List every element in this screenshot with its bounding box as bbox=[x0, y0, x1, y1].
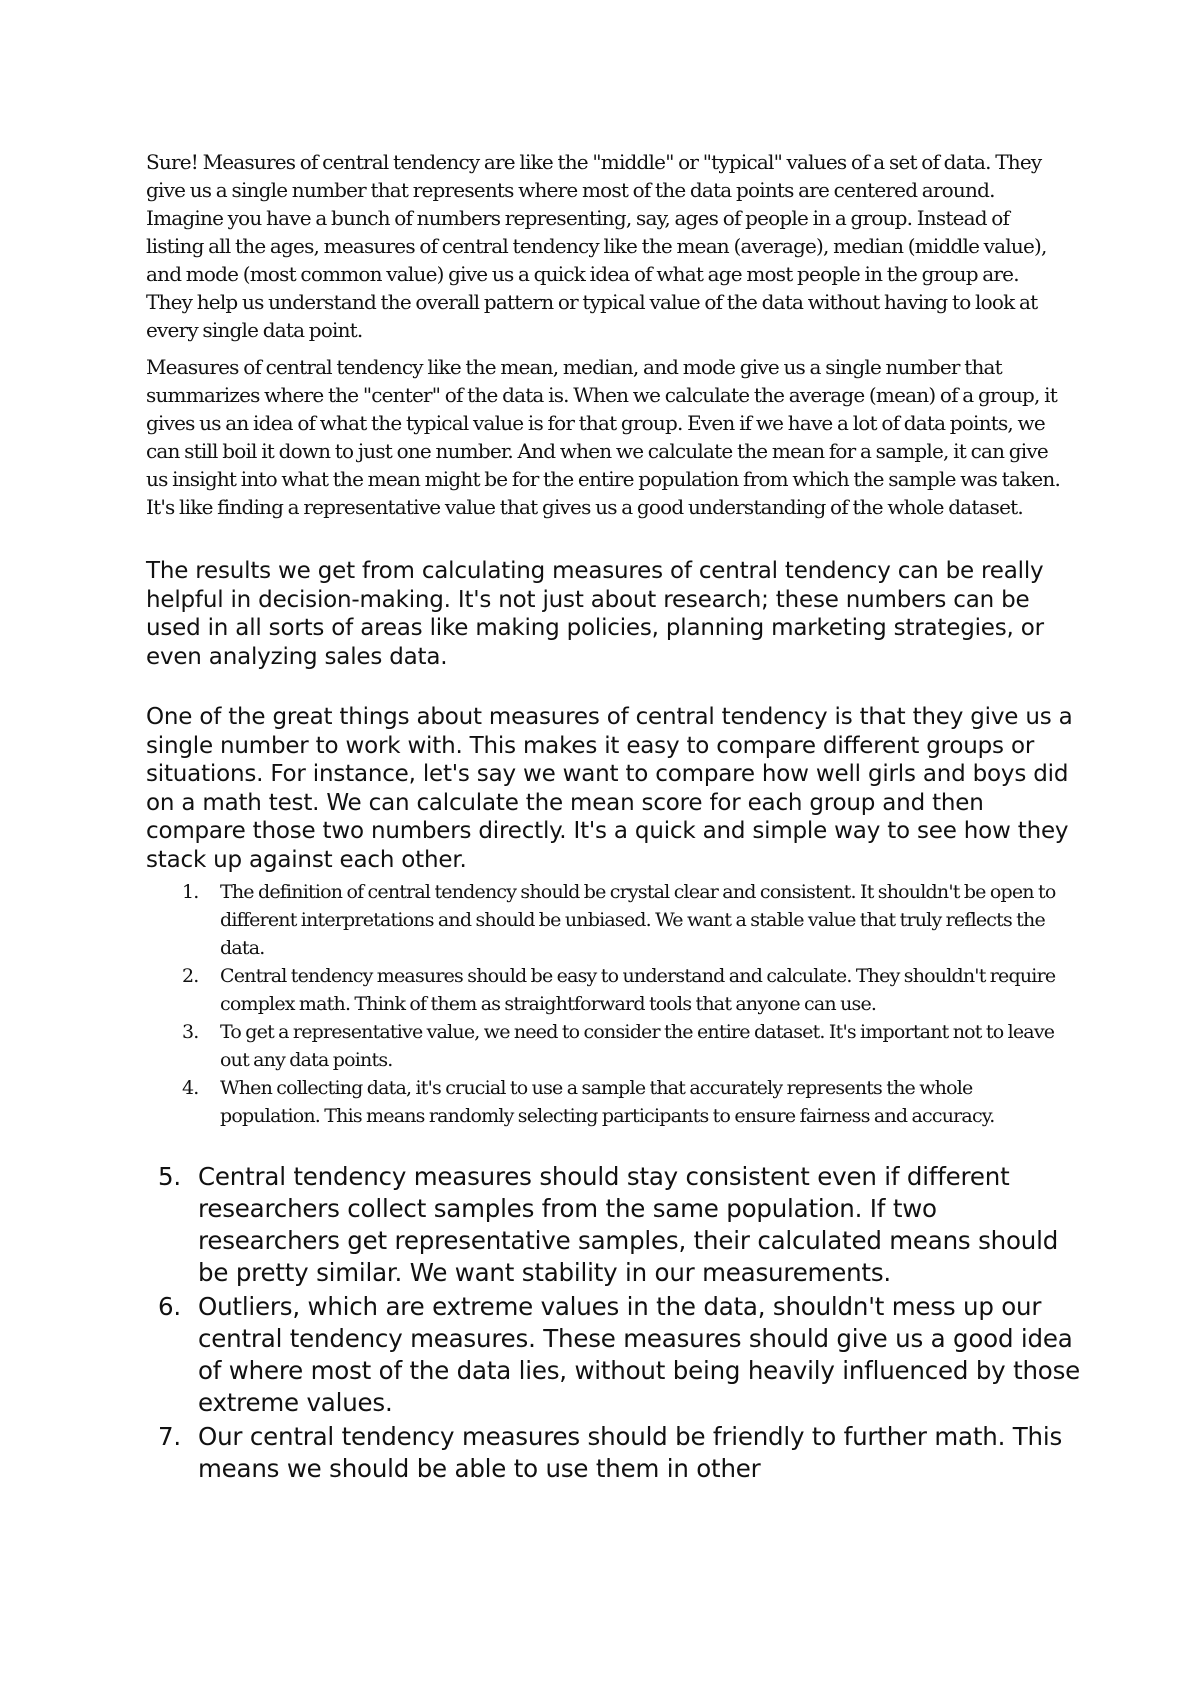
list-item-number: 2. bbox=[182, 965, 199, 987]
list-item bbox=[146, 962, 1076, 1018]
list-item-text: Central tendency measures should stay consistent even if different researchers collect samples from the same population. If two researchers get representative samples, their calculated means should be pretty similar. We want stability in our measurements. bbox=[198, 1162, 1059, 1287]
list-item bbox=[146, 1161, 1086, 1289]
summary-paragraph: Measures of central tendency like the mean, median, and mode give us a single number that summarizes where the "center" of the data is. When we calculate the average (mean) of a group, it gives us an idea of what the typical value is for that group. Even if we have a lot of data points, we can still boil it down to just one number. And when we calculate the mean for a sample, it can give us insight into what the mean might be for the entire population from which the sample was taken. It's like finding a representative value that gives us a good understanding of the whole dataset. bbox=[146, 355, 1061, 519]
list-item bbox=[146, 1018, 1076, 1074]
list-item-text: Central tendency measures should be easy to understand and calculate. They shouldn't require complex math. Think of them as straightforward tools that anyone can use. bbox=[220, 965, 1056, 1015]
list-item-text: To get a representative value, we need to consider the entire dataset. It's important not to leave out any data points. bbox=[220, 1021, 1055, 1071]
decision-making-paragraph: The results we get from calculating measures of central tendency can be really helpful in decision-making. It's not just about research; these numbers can be used in all sorts of areas like making policies, planning marketing strategies, or even analyzing sales data. bbox=[146, 558, 1044, 670]
list-item bbox=[146, 1291, 1086, 1419]
list-item-text: When collecting data, it's crucial to use a sample that accurately represents the whole population. This means randomly selecting participants to ensure fairness and accuracy. bbox=[220, 1077, 995, 1127]
list-item-number: 5. bbox=[158, 1162, 181, 1191]
list-item-text: Our central tendency measures should be friendly to further math. This means we should be able to use them in other bbox=[198, 1422, 1063, 1483]
list-item-text: Outliers, which are extreme values in the data, shouldn't mess up our central tendency measures. These measures should give us a good idea of where most of the data lies, without being heavily influenced by those extreme values. bbox=[198, 1292, 1081, 1417]
list-item-number: 1. bbox=[182, 881, 199, 903]
list-item-number: 3. bbox=[182, 1021, 199, 1043]
list-item bbox=[146, 1421, 1086, 1485]
list-item-number: 6. bbox=[158, 1292, 181, 1321]
comparison-paragraph: One of the great things about measures of central tendency is that they give us a single number to work with. This makes it easy to compare different groups or situations. For instance, let's say we want to compare how well girls and boys did on a math test. We can calculate the mean score for each group and then compare those two numbers directly. It's a quick and simple way to see how they stack up against each other. bbox=[146, 704, 1073, 873]
list-item bbox=[146, 878, 1076, 962]
criteria-list-part-1 bbox=[146, 878, 1076, 1130]
list-item-number: 7. bbox=[158, 1422, 181, 1451]
list-item-text: The definition of central tendency should be crystal clear and consistent. It shouldn't be open to different interpretations and should be unbiased. We want a stable value that truly reflects the data. bbox=[220, 881, 1056, 959]
criteria-list-part-2 bbox=[146, 1161, 1086, 1487]
intro-paragraph: Sure! Measures of central tendency are like the "middle" or "typical" values of a set of data. They give us a single number that represents where most of the data points are centered around. Imagine you have a bunch of numbers representing, say, ages of people in a group. Instead of listing all the ages, measures of central tendency like the mean (average), median (middle value), and mode (most common value) give us a quick idea of what age most people in the group are. They help us understand the overall pattern or typical value of the data without having to look at every single data point. bbox=[146, 150, 1047, 342]
list-item bbox=[146, 1074, 1076, 1130]
list-item-number: 4. bbox=[182, 1077, 199, 1099]
